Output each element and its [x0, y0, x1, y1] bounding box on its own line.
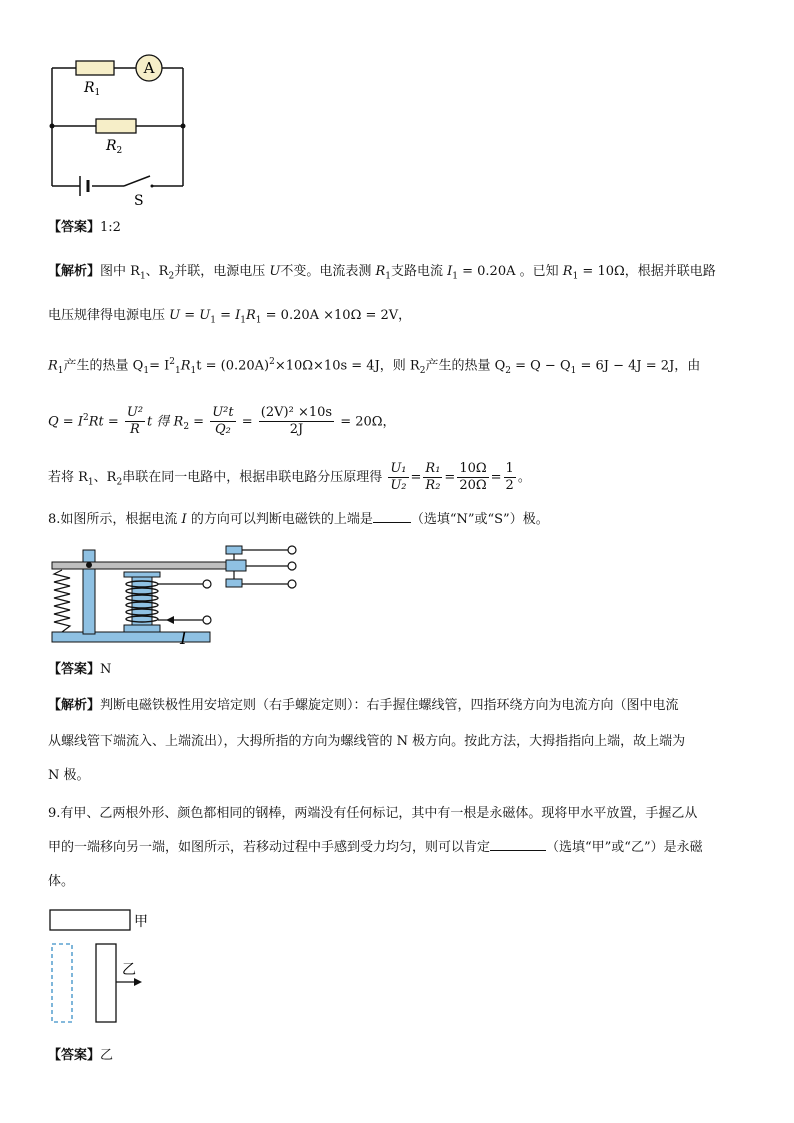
q8-answer-blank[interactable]	[373, 510, 411, 523]
coil-terminal-top[interactable]	[203, 580, 211, 588]
move-arrow-icon	[134, 978, 142, 986]
q8-analysis-line-1: 【解析】判断电磁铁极性用安培定则（右手螺旋定则）：右手握住螺线管，四指环绕方向为电流方向（图中电流	[48, 698, 679, 713]
armature-lever	[52, 562, 230, 569]
fraction-r1-r2: $\frac{\text{R₁}}{\text{R₂}}$	[425, 461, 441, 493]
pivot	[86, 562, 92, 568]
fraction-value: $\frac{\text{(2V)² ×10s}}{2J}$	[260, 405, 333, 438]
fraction-ohms: $\frac{10\Omega}{20\Omega}$	[459, 461, 487, 493]
fraction-half: $\frac{1}{2}$	[505, 461, 514, 493]
q8-answer: 【答案】N	[48, 662, 112, 677]
coil-top-plate	[124, 572, 160, 577]
rod-jia-label: 甲	[134, 914, 148, 930]
junction-right	[181, 124, 186, 129]
switch-icon	[151, 185, 154, 188]
fraction-u1-u2: $\frac{\text{U₁}}{\text{U₂}}$	[390, 461, 407, 493]
coil-windings	[126, 581, 158, 622]
current-label: I	[180, 629, 187, 649]
ammeter-label: A	[143, 59, 155, 77]
terminal-1[interactable]	[288, 546, 296, 554]
resistor-r1	[76, 61, 114, 75]
battery-icon	[80, 176, 88, 196]
terminal-3[interactable]	[288, 580, 296, 588]
q8-analysis-line-3: N 极。	[48, 768, 90, 783]
q7-analysis-line-1: 【解析】图中 $R_1$、$R_2$并联，电源电压 U不变。电流表测 $R_1$支路电流 $I_1 = 0.20A$ 。已知 $R_1 = 10\Omega$，根据并联电路	[48, 264, 716, 282]
rod-jia	[50, 910, 130, 930]
q7-analysis-line-4: $Q = I^2Rt$ = $\frac{\text{U²}}{R}$ t 得 $R_2$ = $\frac{\text{U²t}}{\text{Q₂}}$ = $\frac{\text{(2V)² ×10s}}{2J}$ = 20Ω，	[48, 405, 396, 438]
terminal-2[interactable]	[288, 562, 296, 570]
coil-terminal-bottom[interactable]	[203, 616, 211, 624]
q7-answer: 【答案】1:2	[48, 220, 121, 235]
resistor-r2	[96, 119, 136, 133]
q9-question-line-3: 体。	[48, 874, 75, 889]
q7-analysis-line-3: $R_1$产生的热量 $Q_1= I^2_1R_1t = (0.20A)^2\times 10\Omega\times 10s = 4J$，则 $R_2$产生的热量 $Q_2 = Q - Q_1 = 6J - 4J = 2J$，由	[48, 357, 701, 376]
q9-question-line-1: 9.有甲、乙两根外形、颜色都相同的钢棒，两端没有任何标记，其中有一根是永磁体。现将甲水平放置，手握乙从	[48, 806, 698, 821]
q9-question-line-2: 甲的一端移向另一端，如图所示，若移动过程中手感到受力均匀，则可以肯定 （选填“甲”或“乙”）是永磁	[48, 840, 703, 855]
electromagnet-relay-diagram	[48, 544, 308, 652]
r1-label: $R_1$	[84, 80, 101, 98]
r2-label: $R_2$	[106, 138, 123, 156]
contact-bottom	[226, 579, 242, 587]
rod-yi	[96, 944, 116, 1022]
rod-yi-start-position	[52, 944, 72, 1022]
contact-top	[226, 546, 242, 554]
coil-bottom-plate	[124, 625, 160, 632]
spring-icon	[54, 570, 70, 632]
contact-middle	[226, 560, 246, 571]
q7-analysis-line-5: 若将 $R_1$、$R_2$串联在同一电路中，根据串联电路分压原理得 $\frac{\text{U₁}}{\text{U₂}}$ = $\frac{\text{R₁}}{\text{R₂}}$ = $\frac{10\Omega}{20\Omega}$ = $\frac{1}{2}$ 。	[48, 461, 531, 493]
circuit-diagram	[40, 52, 200, 207]
fraction-u2t-q2: $\frac{\text{U²t}}{\text{Q₂}}$	[212, 405, 234, 438]
fraction-u2-r: $\frac{\text{U²}}{R}$	[126, 405, 144, 438]
switch-label: S	[134, 193, 144, 207]
q8-question: 8.如图所示，根据电流 I 的方向可以判断电磁铁的上端是 （选填“N”或“S”）极。	[48, 512, 549, 527]
junction-left	[50, 124, 55, 129]
q9-answer-blank[interactable]	[490, 838, 546, 851]
current-arrow-icon	[166, 616, 174, 624]
q9-answer: 【答案】乙	[48, 1048, 114, 1063]
q7-analysis-line-2: 电压规律得电源电压 $U = U_1 = I_1R_1 = 0.20A \times 10\Omega = 2V$，	[48, 308, 412, 326]
q8-analysis-line-2: 从螺线管下端流入、上端流出），大拇所指的方向为螺线管的 N 极方向。按此方法，大拇指指向上端，故上端为	[48, 734, 686, 749]
rod-yi-label: 乙	[122, 962, 136, 978]
steel-rods-diagram	[48, 906, 178, 1028]
